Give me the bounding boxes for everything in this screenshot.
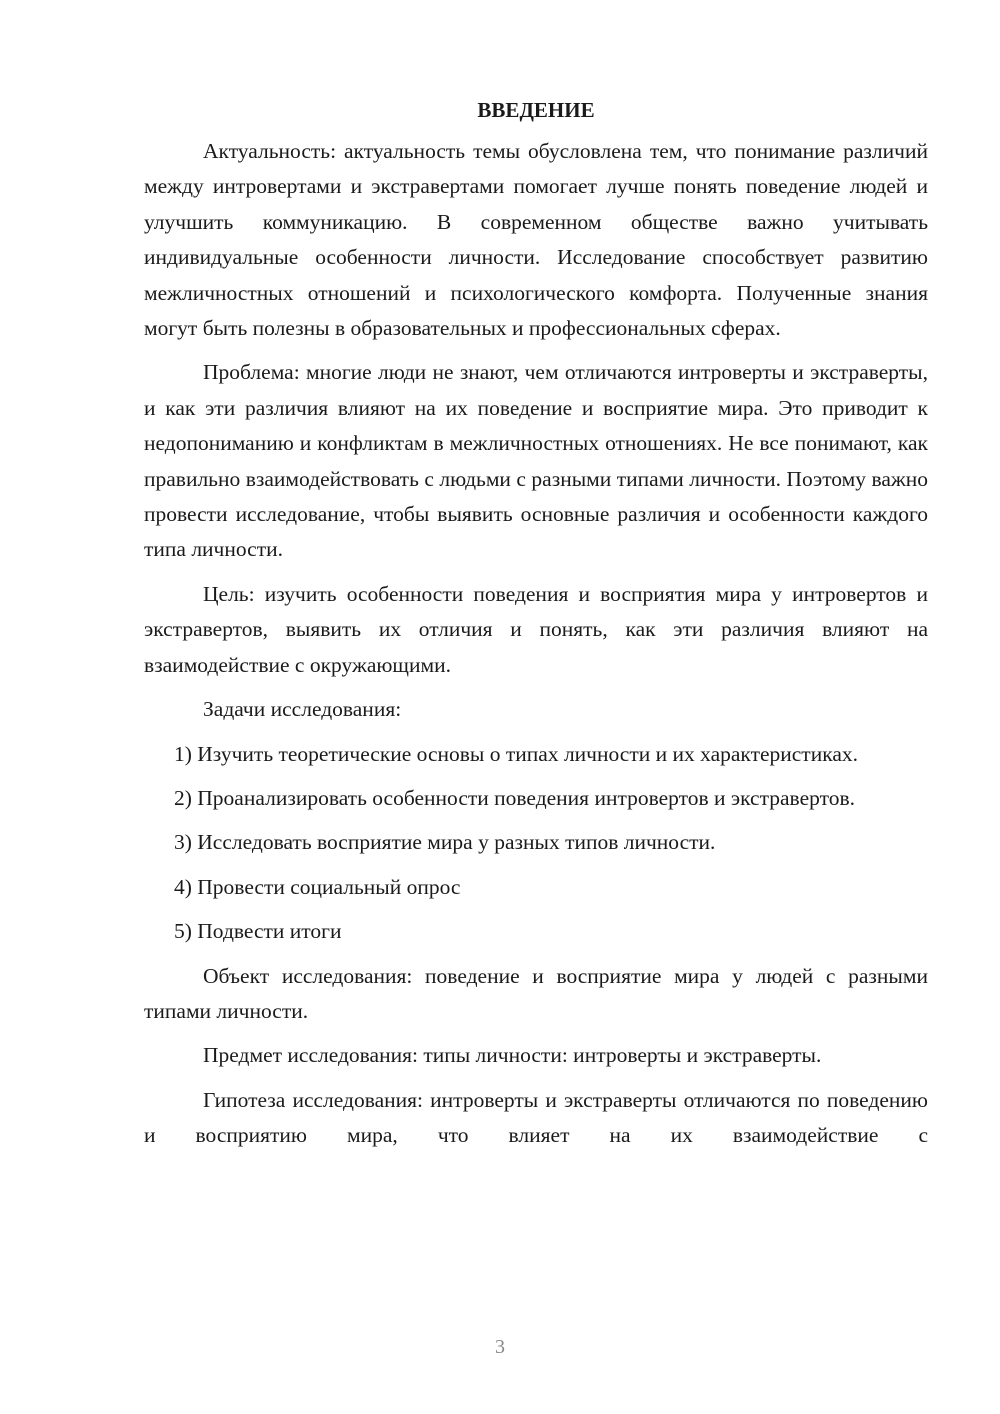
task-item-5: 5) Подвести итоги [174, 919, 342, 944]
page-title: ВВЕДЕНИЕ [477, 98, 595, 122]
task-item-1: 1) Изучить теоретические основы о типах личности и их характеристиках. [174, 741, 859, 766]
paragraph-subject: Предмет исследования: типы личности: интроверты и экстраверты. [203, 1043, 822, 1068]
paragraph-object: Объект исследования: поведение и восприятие мира у людей с разными типами личности. [144, 963, 928, 1023]
paragraph-relevance: Актуальность: актуальность темы обусловлена тем, что понимание различий между интровертами и экстравертами помогает лучше понять поведение людей и улучшить коммуникацию. В современном обществе важно учитывать индивидуальные особенности личности. Исследование способствует развитию межличностных отношений и психологического комфорта. Полученные знания могут быть полезны в образовательных и профессиональных сферах. [144, 139, 928, 341]
task-item-2: 2) Проанализировать особенности поведения интровертов и экстравертов. [174, 785, 855, 810]
paragraph-problem: Проблема: многие люди не знают, чем отличаются интроверты и экстраверты, и как эти различия влияют на их поведение и восприятие мира. Это приводит к недопониманию и конфликтам в межличностных отношениях. Не все понимают, как правильно взаимодействовать с людьми с разными типами личности. Поэтому важно провести исследование, чтобы выявить основные различия и особенности каждого типа личности. [144, 360, 928, 562]
task-item-3: 3) Исследовать восприятие мира у разных типов личности. [174, 830, 716, 855]
task-item-4: 4) Провести социальный опрос [174, 874, 461, 899]
paragraph-goal: Цель: изучить особенности поведения и восприятия мира у интровертов и экстравертов, выявить их отличия и понять, как эти различия влияют на взаимодействие с окружающими. [144, 581, 928, 677]
page-number: 3 [495, 1336, 505, 1358]
paragraph-hypothesis: Гипотеза исследования: интроверты и экстраверты отличаются по поведению и восприятию мира, что влияет на их взаимодействие с [144, 1087, 928, 1148]
tasks-heading: Задачи исследования: [203, 697, 402, 722]
page-content [144, 92, 928, 1163]
